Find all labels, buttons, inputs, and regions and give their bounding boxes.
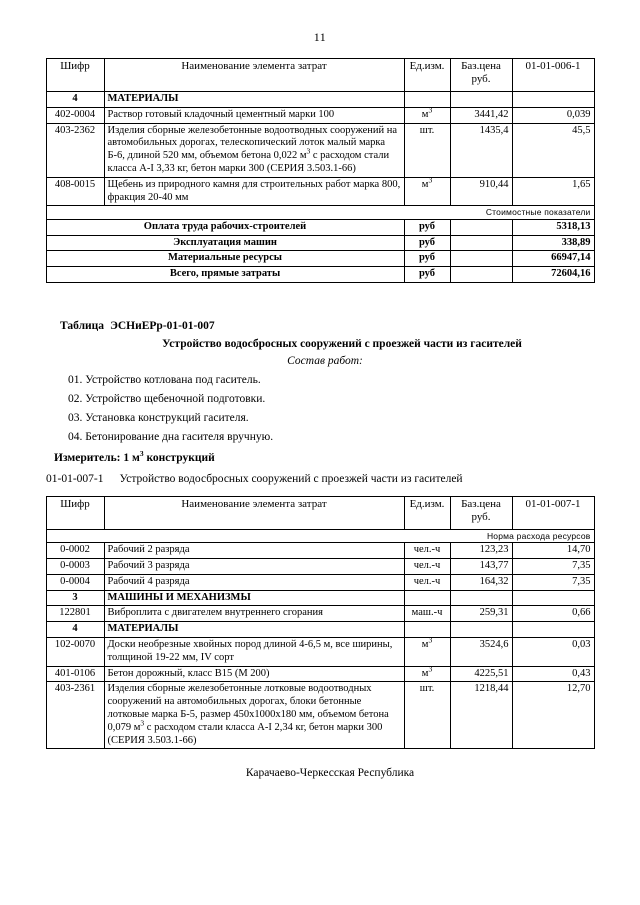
list-item: 03. Установка конструкций гасителя.: [68, 411, 249, 424]
table-row: [46, 267, 594, 283]
cell-name: Виброплита с двигателем внутреннего сгорания: [104, 606, 404, 622]
cell-name: Рабочий 2 разряда: [104, 543, 404, 559]
cell-price: 3524,6: [450, 638, 512, 667]
cell-unit: $м^3$: [404, 107, 450, 123]
cell-price: 259,31: [450, 606, 512, 622]
cell-value: [512, 622, 594, 638]
table-caption: [60, 320, 594, 332]
table-row: [46, 235, 594, 251]
table-caption-label: Таблица: [60, 319, 105, 332]
cell-code: 401-0106: [46, 666, 104, 682]
table2-header-name: Наименование элемента затрат: [104, 496, 404, 529]
cell-code: 122801: [46, 606, 104, 622]
table-row: [46, 107, 594, 123]
cell-unit: маш.-ч: [404, 606, 450, 622]
cell-price: [450, 622, 512, 638]
cell-unit: руб: [404, 251, 450, 267]
subsection-code: 01-01-007-1: [46, 472, 104, 485]
works-list: [46, 374, 594, 443]
cell-value: 7,35: [512, 559, 594, 575]
cell-value: 12,70: [512, 682, 594, 749]
table1-header-price: [450, 59, 512, 92]
table-row: [46, 682, 594, 749]
cell-unit: руб: [404, 235, 450, 251]
cell-unit: [404, 590, 450, 606]
cell-total-name: Материальные ресурсы: [46, 251, 404, 267]
table-row: [46, 123, 594, 177]
band-row: [46, 529, 594, 542]
cell-unit: [404, 92, 450, 108]
table-row: [46, 638, 594, 667]
cell-value: 0,43: [512, 666, 594, 682]
table1-header: [46, 59, 594, 92]
cell-price: 1435,4: [450, 123, 512, 177]
cell-total-name: Всего, прямые затраты: [46, 267, 404, 283]
cell-code: 0-0003: [46, 559, 104, 575]
measure-value: 1 $м^3$ конструкций: [123, 449, 215, 464]
list-item: 04. Бетонирование дна гасителя вручную.: [68, 430, 274, 443]
cell-value: 0,66: [512, 606, 594, 622]
table2-header-price-line2: руб.: [471, 511, 491, 524]
cell-total-name: Эксплуатация машин: [46, 235, 404, 251]
cell-name: МАТЕРИАЛЫ: [104, 92, 404, 108]
band-row: [46, 206, 594, 219]
cell-unit: [404, 622, 450, 638]
table-row: [46, 543, 594, 559]
table-row: [46, 559, 594, 575]
table2-header-value: 01-01-007-1: [512, 496, 594, 529]
table2-header: [46, 496, 594, 529]
list-item: 01. Устройство котлована под гаситель.: [68, 373, 261, 386]
section-title: Устройство водосбросных сооружений с проезжей части из гасителей: [162, 337, 522, 350]
cell-code: 3: [46, 590, 104, 606]
cell-code: 403-2362: [46, 123, 104, 177]
cell-price: 143,77: [450, 559, 512, 575]
list-item: 02. Устройство щебеночной подготовки.: [68, 392, 266, 405]
cell-price: 3441,42: [450, 107, 512, 123]
cell-value: 338,89: [512, 235, 594, 251]
table-row: [46, 574, 594, 590]
cell-code: 402-0004: [46, 107, 104, 123]
cell-unit: $м^3$: [404, 638, 450, 667]
cell-value: [512, 92, 594, 108]
table-row: [46, 92, 594, 108]
cell-code: 0-0002: [46, 543, 104, 559]
cell-unit: $м^3$: [404, 666, 450, 682]
table-row: [46, 251, 594, 267]
cell-price: [450, 267, 512, 283]
section-block: [46, 283, 594, 485]
cell-code: 0-0004: [46, 574, 104, 590]
cell-total-name: Оплата труда рабочих-строителей: [46, 219, 404, 235]
cell-name: Доски необрезные хвойных пород длиной 4-6,5 м, все ширины, толщиной 19-22 мм, IV сорт: [104, 638, 404, 667]
cell-value: 1,65: [512, 177, 594, 206]
table1-header-price-line2: руб.: [471, 73, 491, 86]
cell-price: 123,23: [450, 543, 512, 559]
table1-header-unit: Ед.изм.: [404, 59, 450, 92]
cell-price: 1218,44: [450, 682, 512, 749]
cell-price: 910,44: [450, 177, 512, 206]
cell-value: 7,35: [512, 574, 594, 590]
cell-value: 14,70: [512, 543, 594, 559]
page-footer-note: Карачаево-Черкесская Республика: [245, 767, 415, 780]
cell-name: Изделия сборные железобетонные лотковые водоотводных сооружений на автомобильных дорогах, блоки бетонные лотковые марка Б-5, размер 450х1000х180 мм, объемом бетона 0,079 $м^3$ с расходом стали класса А-I 2,34 кг, бетон марки 300 (СЕРИЯ 3.503.1-66): [104, 682, 404, 749]
table2-header-code: Шифр: [46, 496, 104, 529]
cell-value: 0,039: [512, 107, 594, 123]
measure-label: Измеритель:: [54, 451, 121, 464]
cell-code: 403-2361: [46, 682, 104, 749]
cell-unit: чел.-ч: [404, 559, 450, 575]
cell-code: 4: [46, 92, 104, 108]
cell-value: 5318,13: [512, 219, 594, 235]
cell-unit: руб: [404, 267, 450, 283]
table-row: [46, 666, 594, 682]
cell-code: 408-0015: [46, 177, 104, 206]
cell-value: [512, 590, 594, 606]
table2-header-price: [450, 496, 512, 529]
measure-line: [54, 449, 594, 464]
subsection-line: [46, 473, 594, 485]
cell-value: 72604,16: [512, 267, 594, 283]
cell-price: [450, 235, 512, 251]
cost-indicators-band: Стоимостные показатели: [46, 206, 594, 219]
table1-header-price-line1: Баз.цена: [461, 60, 501, 72]
cell-name: Щебень из природного камня для строительных работ марка 800, фракция 20-40 мм: [104, 177, 404, 206]
resource-norm-band: Норма расхода ресурсов: [46, 529, 594, 542]
table1-body: [46, 92, 594, 283]
cell-price: [450, 590, 512, 606]
cell-name: МАТЕРИАЛЫ: [104, 622, 404, 638]
table-row: [46, 606, 594, 622]
cell-unit: чел.-ч: [404, 574, 450, 590]
cell-code: 4: [46, 622, 104, 638]
table1-header-code: Шифр: [46, 59, 104, 92]
cell-unit: руб: [404, 219, 450, 235]
cell-value: 0,03: [512, 638, 594, 667]
table2-body: [46, 529, 594, 749]
table1-header-value: 01-01-006-1: [512, 59, 594, 92]
page-number: 11: [313, 30, 327, 44]
cell-unit: шт.: [404, 682, 450, 749]
cell-name: МАШИНЫ И МЕХАНИЗМЫ: [104, 590, 404, 606]
cell-price: [450, 219, 512, 235]
cell-unit: шт.: [404, 123, 450, 177]
table-row: [46, 590, 594, 606]
table2-header-price-line1: Баз.цена: [461, 497, 501, 510]
cost-table-01-01-007-1: [46, 496, 595, 750]
cell-name: Рабочий 3 разряда: [104, 559, 404, 575]
cell-name: Бетон дорожный, класс В15 (М 200): [104, 666, 404, 682]
table1-header-name: Наименование элемента затрат: [104, 59, 404, 92]
cell-price: 164,32: [450, 574, 512, 590]
cost-table-01-01-006-1: [46, 58, 595, 283]
table-caption-code: ЭСНиЕРр-01-01-007: [110, 319, 215, 332]
works-composition-heading: Состав работ:: [287, 354, 363, 367]
cell-name: Раствор готовый кладочный цементный марки 100: [104, 107, 404, 123]
table-row: [46, 622, 594, 638]
table-row: [46, 219, 594, 235]
cell-price: [450, 92, 512, 108]
cell-value: 66947,14: [512, 251, 594, 267]
cell-price: 4225,51: [450, 666, 512, 682]
cell-name: Изделия сборные железобетонные водоотводных сооружений на автомобильных дорогах, телескопический лоток малый марка Б-6, длиной 520 мм, объемом бетона 0,022 $м^3$ с расходом стали класса А-I 3,33 кг, бетон марки 300 (СЕРИЯ 3.503.1-66): [104, 123, 404, 177]
table-row: [46, 177, 594, 206]
subsection-title: Устройство водосбросных сооружений с проезжей части из гасителей: [119, 472, 463, 485]
cell-unit: $м^3$: [404, 177, 450, 206]
table2-header-unit: Ед.изм.: [404, 496, 450, 529]
cell-name: Рабочий 4 разряда: [104, 574, 404, 590]
cell-unit: чел.-ч: [404, 543, 450, 559]
cell-price: [450, 251, 512, 267]
cell-code: 102-0070: [46, 638, 104, 667]
cell-value: 45,5: [512, 123, 594, 177]
